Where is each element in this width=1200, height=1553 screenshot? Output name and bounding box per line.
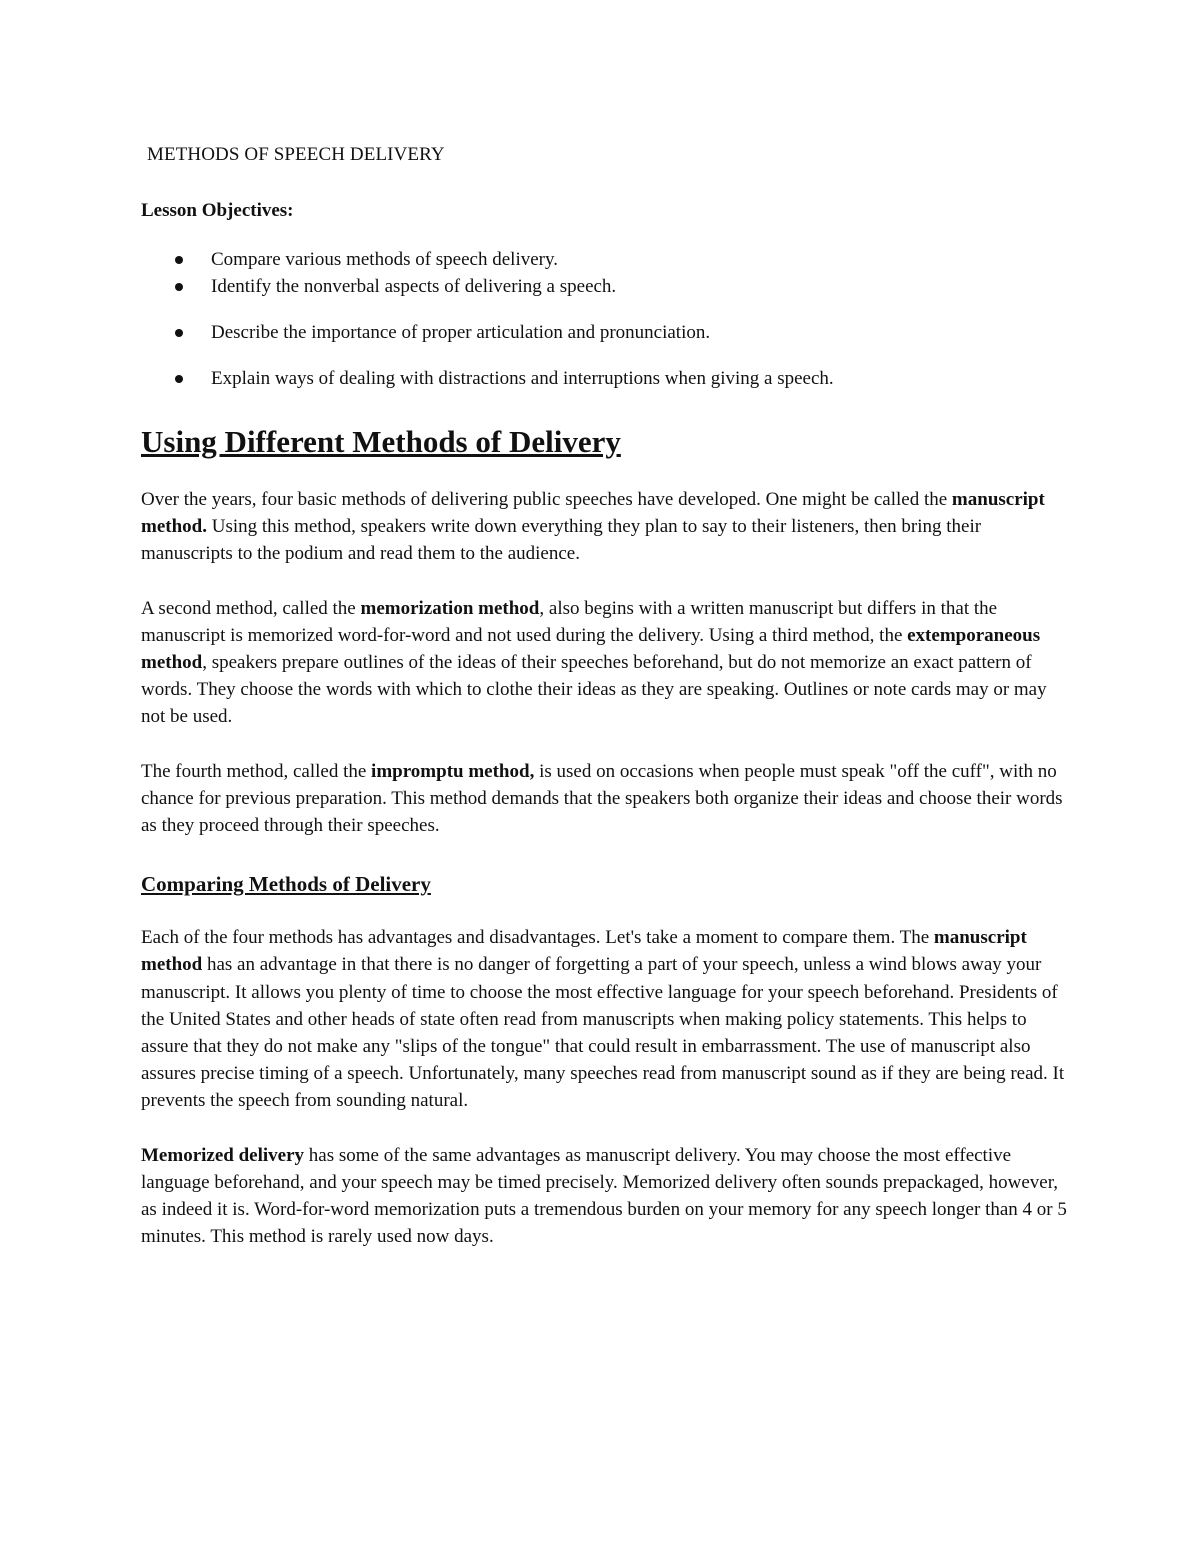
objective-text: Compare various methods of speech delivery. bbox=[211, 249, 559, 270]
paragraph-memorized-delivery bbox=[141, 1142, 1071, 1251]
bullet-icon bbox=[175, 329, 183, 337]
bold-term: impromptu method, bbox=[371, 760, 535, 782]
bullet-icon bbox=[175, 283, 183, 291]
objective-item bbox=[141, 365, 1071, 392]
bold-term: Memorized delivery bbox=[141, 1144, 305, 1166]
paragraph-manuscript-intro bbox=[141, 486, 1071, 568]
objective-text: Explain ways of dealing with distractions and interruptions when giving a speech. bbox=[211, 368, 834, 389]
bullet-icon bbox=[175, 375, 183, 383]
section-heading-comparing-methods: Comparing Methods of Delivery bbox=[141, 872, 431, 897]
objectives-list bbox=[141, 246, 1071, 392]
section-heading-methods-of-delivery: Using Different Methods of Delivery bbox=[141, 424, 621, 459]
bold-term: manuscript method. bbox=[141, 489, 1045, 538]
bold-term: memorization method bbox=[360, 597, 540, 619]
bullet-icon bbox=[175, 256, 183, 264]
paragraph-text: The fourth method, called the bbox=[141, 760, 372, 782]
bold-term: extemporaneous method bbox=[141, 624, 1041, 674]
paragraph-text: has an advantage in that there is no danger of forgetting a part of your speech, unless a wind blows away your manuscript. It allows you plenty of time to choose the most effective language for your speech beforehand. Presidents of the United States and other heads of state often read from manuscripts when making policy statements. This helps to assure that they do not make any "slips of the tongue" that could result in embarrassment. The use of manuscript also assures precise timing of a speech. Unfortunately, many speeches read from manuscript sound as if they are being read. It prevents the speech from sounding natural. bbox=[141, 954, 1065, 1112]
paragraph-memorization-extemporaneous bbox=[141, 595, 1071, 731]
bold-term: manuscript method bbox=[141, 927, 1027, 976]
document-title: METHODS OF SPEECH DELIVERY bbox=[147, 144, 445, 165]
paragraph-text: is used on occasions when people must speak "off the cuff", with no chance for previous preparation. This method demands that the speakers both organize their ideas and choose their words as they proceed through their speeches. bbox=[141, 760, 1063, 837]
objective-item bbox=[141, 273, 1071, 300]
paragraph-impromptu bbox=[141, 758, 1071, 840]
objective-item bbox=[141, 319, 1071, 346]
paragraph-text: Each of the four methods has advantages and disadvantages. Let's take a moment to compare them. The bbox=[141, 927, 934, 949]
paragraph-text: Using this method, speakers write down everything they plan to say to their listeners, then bring their manuscripts to the podium and read them to the audience. bbox=[141, 516, 982, 565]
paragraph-text: has some of the same advantages as manuscript delivery. You may choose the most effective language beforehand, and your speech may be timed precisely. Memorized delivery often sounds prepackaged, however, as indeed it is. Word-for-word memorization puts a tremendous burden on your memory for any speech longer than 4 or 5 minutes. This method is rarely used now days. bbox=[141, 1144, 1067, 1248]
paragraph-manuscript-comparison bbox=[141, 924, 1071, 1114]
paragraph-text: , speakers prepare outlines of the ideas of their speeches beforehand, but do not memorize an exact pattern of words. They choose the words with which to clothe their ideas as they are speaking. Outlines or note cards may or may not be used. bbox=[141, 652, 1047, 728]
objective-text: Identify the nonverbal aspects of delivering a speech. bbox=[211, 276, 617, 297]
objective-text: Describe the importance of proper articulation and pronunciation. bbox=[211, 322, 711, 343]
paragraph-text: A second method, called the bbox=[141, 597, 361, 619]
paragraph-text: , also begins with a written manuscript but differs in that the manuscript is memorized word-for-word and not used during the delivery. Using a third method, the bbox=[141, 597, 998, 646]
lesson-objectives-label: Lesson Objectives: bbox=[141, 200, 294, 221]
document-page bbox=[141, 140, 1071, 1250]
paragraph-text: Over the years, four basic methods of delivering public speeches have developed. One might be called the bbox=[141, 489, 952, 510]
objective-item bbox=[141, 246, 1071, 273]
